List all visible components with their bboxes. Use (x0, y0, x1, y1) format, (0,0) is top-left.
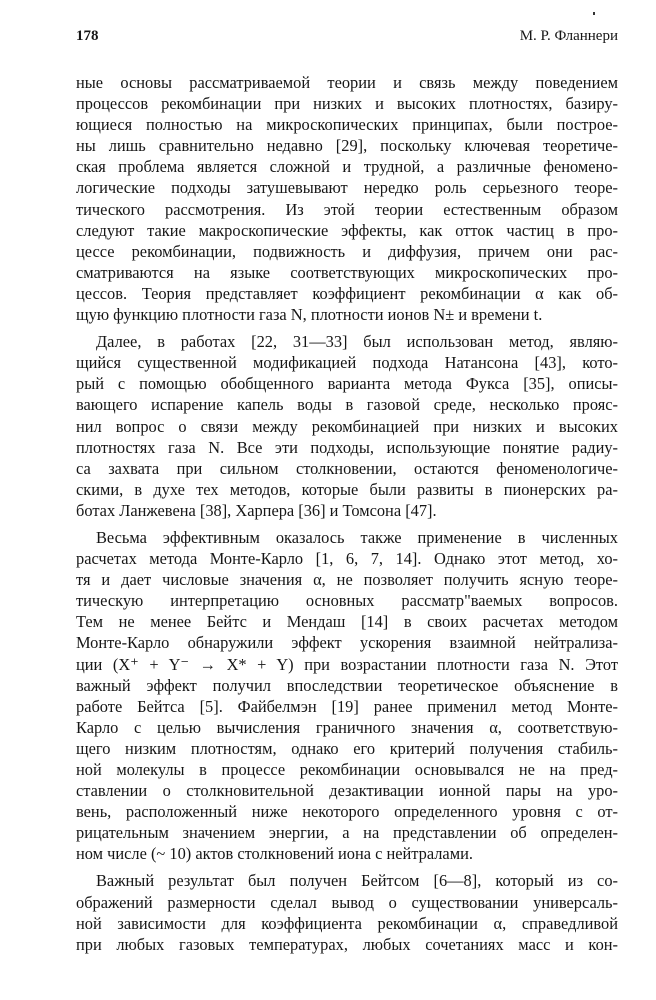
text-line: цессов. Теория представляет коэффициент рекомбинации α как об- (76, 283, 618, 303)
text-line: щую функцию плотности газа N, плотности ионов N± и времени t. (76, 305, 543, 325)
text-line: ной молекулы в процессе рекомбинации основывался не на пред- (76, 760, 618, 779)
text-line: Карло с целью вычисления граничного значения α, соответствую- (76, 717, 618, 737)
text-line: ном числе (~ 10) актов столкновений иона с нейтралами. (76, 844, 473, 864)
text-line: Монте-Карло обнаружили эффект ускорения взаимной нейтрализа- (76, 633, 618, 653)
text-line: Важный результат был получен Бейтсом [6—8], который из со- (96, 871, 618, 891)
text-line: ции (X⁺ + Y⁻ → X* + Y) при возрастании плотности газа N. Этот (76, 654, 618, 674)
text-line: Весьма эффективным оказалось также применение в численных (96, 527, 618, 547)
text-line: рицательным значением энергии, а на представлении об определен- (76, 823, 618, 843)
paragraph-1 (76, 72, 618, 325)
text-line: вень, расположенный ниже некоторого определенного уровня с от- (76, 802, 618, 822)
text-line: ботах Ланжевена [38], Харпера [36] и Томсона [47]. (76, 500, 437, 520)
text-line: ображений размерности сделал вывод о существовании универсаль- (76, 892, 618, 912)
text-line: сматриваются на языке соответствующих микроскопических про- (76, 262, 618, 282)
text-line: щийся существенной модификацией подхода Натансона [43], кото- (76, 353, 618, 373)
text-line: работе Бейтса [5]. Файбелмэн [19] ранее применил метод Монте- (76, 696, 618, 716)
text-line: ская проблема является сложной и трудной, а различные феномено- (76, 157, 618, 177)
text-line: скими, в духе тех методов, которые были развиты в пионерских ра- (76, 479, 618, 499)
text-line: ной зависимости для коэффициента рекомбинации α, справедливой (76, 913, 618, 933)
text-line: следуют такие макроскопические эффекты, как отток частиц в про- (76, 220, 618, 240)
text-line: са захвата при сильном столкновении, остаются феноменологиче- (76, 458, 618, 478)
text-line: ны лишь сравнительно недавно [29], поскольку ключевая теоретиче- (76, 136, 618, 156)
text-line: важный эффект получил впоследствии теоретическое объяснение в (76, 675, 618, 695)
text-line: плотностях газа N. Все эти подходы, использующие понятие радиу- (76, 437, 618, 457)
text-line: цессе рекомбинации, подвижность и диффузия, причем они рас- (76, 241, 618, 261)
paragraph-3 (76, 527, 618, 865)
body-text (76, 72, 618, 961)
running-head (76, 28, 618, 52)
text-line: тическую интерпретацию основных рассматр"ваемых вопросов. (76, 591, 618, 611)
text-line: Тем не менее Бейтс и Мендаш [14] в своих расчетах методом (76, 612, 618, 632)
paragraph-2 (76, 331, 618, 521)
paragraph-4 (76, 870, 618, 954)
running-head-author: М. Р. Фланнери (519, 28, 618, 44)
text-line: рый с помощью обобщенного варианта метода Фукса [35], описы- (76, 374, 618, 394)
text-line: Далее, в работах [22, 31—33] был использован метод, являю- (96, 332, 618, 352)
text-line: расчетах метода Монте-Карло [1, 6, 7, 14]. Однако этот метод, хо- (76, 549, 618, 569)
text-line: щего низким плотностям, однако его критерий получения стабиль- (76, 738, 618, 758)
text-line: процессов рекомбинации при низких и высоких плотностях, базиру- (76, 94, 618, 114)
text-line: тя и дает числовые значения α, не позволяет получить ясную теоре- (76, 570, 618, 590)
text-line: тического рассмотрения. Из этой теории естественным образом (76, 199, 618, 219)
page-number: 178 (76, 28, 99, 44)
text-line: нил вопрос о связи между рекомбинацией при низких и высоких (76, 416, 618, 436)
text-line: ставлении о столкновительной дезактивации ионной пары на уро- (76, 781, 618, 801)
text-line: вающего испарение капель воды в газовой среде, несколько прояс- (76, 395, 618, 415)
text-line: ные основы рассматриваемой теории и связь между поведением (76, 73, 618, 92)
scan-speck (593, 12, 595, 15)
text-line: при любых газовых температурах, любых сочетаниях масс и кон- (76, 934, 618, 954)
text-line: ющиеся полностью на микроскопических принципах, были построе- (76, 115, 618, 135)
text-line: логические подходы затушевывают нередко роль серьезного теоре- (76, 178, 618, 198)
